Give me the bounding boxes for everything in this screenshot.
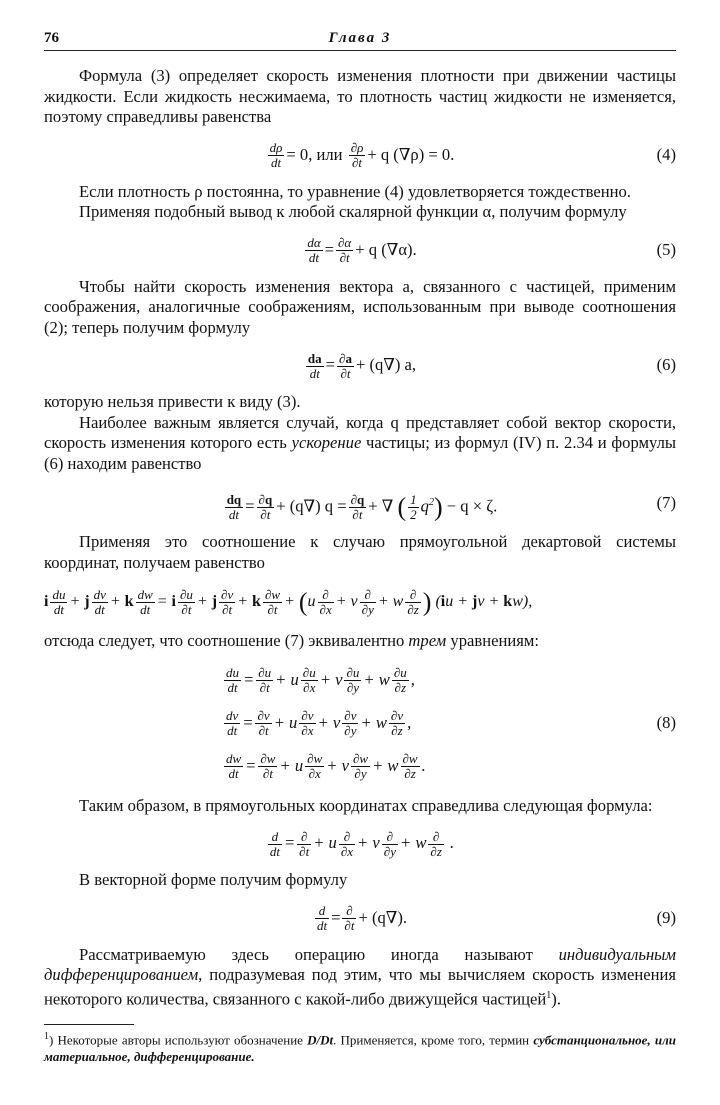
paragraph-6: Наиболее важным является случай, когда q представляет собой вектор скорости, скорость изменения которого есть ускорение частицы; из формул (IV) п. 2.34 и формулы (6) находим равенство — [44, 412, 677, 473]
page-body — [44, 66, 676, 1010]
equation-4: $\frac{d\rho}{dt}$ = 0, или $\frac{\partial\rho}{\partial t}$ + q (∇ρ) = 0. (4) — [44, 137, 676, 173]
paragraph-11: Рассматриваемую здесь операцию иногда называют индивидуальным дифференцированием, подразумевая под этим, что мы вычисляем скорость изменения некоторого количества, связанного с какой-либо движущейся частицей$^1$). — [44, 944, 676, 1009]
footnote-reference[interactable]: 1 — [546, 989, 552, 1001]
paragraph-8: отсюда следует, что соотношение (7) эквивалентно трем уравнениям: — [44, 631, 539, 650]
paragraph-5: которую нельзя привести к виду (3). — [44, 392, 301, 411]
paragraph-4: Чтобы найти скорость изменения вектора a, связанного с частицей, применим соображения, аналогичные соображениям, использованным при выводе соотношения (2); теперь получим формулу — [44, 276, 676, 337]
header-rule — [44, 50, 676, 51]
equation-number-5: (5) — [656, 239, 676, 259]
equation-8-w: $\frac{dw}{dt}$ = $\frac{\partial w}{\partial t}$ + u $\frac{\partial w}{\partial x}$ + v $\frac{\partial w}{\partial y}$ + w $\frac{\partial w}{\partial z}$ . — [226, 751, 426, 782]
equation-operator: $\frac{d}{dt}$ = $\frac{\partial}{\partial t}$ + u $\frac{\partial}{\partial x}$ + v $\frac{\partial}{\partial y}$ + w $\frac{\partial}{\partial z}$ . — [269, 828, 455, 859]
running-header — [44, 30, 676, 52]
footnote-rule — [44, 1024, 134, 1025]
footnote-terms: субстанциональное, или материальное, дифференцирование. — [44, 1032, 677, 1065]
equation-9: $\frac{d}{dt}$ = $\frac{\partial}{\partial t}$ + (q∇). (9) — [44, 900, 676, 936]
equation-5: $\frac{d\alpha}{dt}$ = $\frac{\partial\alpha}{\partial t}$ + q (∇α). (5) — [44, 232, 676, 268]
equation-number-8: (8) — [656, 712, 676, 732]
equation-7: $\frac{dq}{dt}$ = $\frac{\partial q}{\partial t}$ + (q∇) q = $\frac{\partial q}{\partial t}$ + ∇ ( $\frac{1}{2}$ $q^2) - q \times \zeta$. (7) — [44, 483, 676, 523]
equation-8-u: $\frac{du}{dt}$ = $\frac{\partial u}{\partial t}$ + u $\frac{\partial u}{\partial x}$ + v $\frac{\partial u}{\partial y}$ + w $\frac{\partial u}{\partial z}$ , — [226, 665, 415, 696]
page-number: 76 — [44, 30, 59, 46]
footnote: $^1$) Некоторые авторы используют обозначение D/Dt. Применяется, кроме того, термин субстанциональное, или материальное, дифференцирование. — [44, 1031, 677, 1065]
equation-system-8 — [44, 660, 676, 786]
paragraph-1: Формула (3) определяет скорость изменения плотности при движении частицы жидкости. Если жидкость несжимаема, то плотность частиц жидкости не изменяется, поэтому справедливы равенства — [44, 66, 676, 126]
equation-number-6: (6) — [656, 355, 676, 374]
equation-8-v: $\frac{dv}{dt}$ = $\frac{\partial v}{\partial t}$ + u $\frac{\partial v}{\partial x}$ + v $\frac{\partial v}{\partial y}$ + w $\frac{\partial v}{\partial z}$ , — [226, 708, 412, 739]
paragraph-2: Если плотность ρ постоянна, то уравнение (4) удовлетворяется тождественно. — [79, 181, 631, 201]
equation-number-7: (7) — [656, 493, 676, 512]
chapter-title: Глава 3 — [328, 30, 392, 46]
equation-number-9: (9) — [656, 907, 676, 927]
equation-number-4: (4) — [656, 144, 676, 164]
equation-cartesian: i $\frac{du}{dt}$ + j $\frac{dv}{dt}$ + k $\frac{dw}{dt}$ = i $\frac{\partial u}{\partial t}$ + j $\frac{\partial v}{\partial t}$ + k $\frac{\partial w}{\partial t}$ + (u $\frac{\partial}{\partial x}$ + v $\frac{\partial}{\partial y}$ + w $\frac{\partial}{\partial z}$ ) (iu + jv + kw), — [44, 586, 533, 617]
equation-6: $\frac{da}{dt}$ = $\frac{\partial a}{\partial t}$ + (q∇) a, (6) — [44, 347, 676, 383]
paragraph-3: Применяя подобный вывод к любой скалярной функции α, получим формулу — [79, 202, 627, 221]
paragraph-9: Таким образом, в прямоугольных координатах справедлива следующая формула: — [79, 795, 653, 815]
footnote-marker: 1 — [44, 1031, 49, 1042]
paragraph-10: В векторной форме получим формулу — [79, 870, 348, 889]
paragraph-7: Применяя это соотношение к случаю прямоугольной декартовой системы координат, получаем равенство — [44, 532, 676, 572]
